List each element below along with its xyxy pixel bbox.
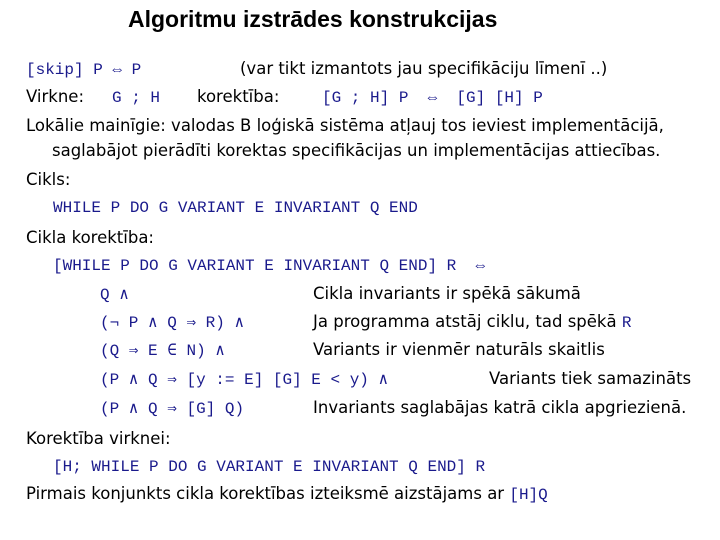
sequence-label: Virkne: [26,87,85,106]
condition-desc: Invariants saglabājas katrā cikla apgriezienā. [313,398,687,417]
condition-code: (P ∧ Q ⇒ [y := E] [G] E < y) ∧ [100,371,389,389]
loop-code: WHILE P DO G VARIANT E INVARIANT Q END [53,199,418,217]
sequence-correctness-formula: [H; WHILE P DO G VARIANT E INVARIANT Q END] R [53,458,486,476]
sequence-code: G ; H [112,89,161,107]
loop-correctness-code: [WHILE P DO G VARIANT E INVARIANT Q END] R ⇔ [53,257,486,275]
condition-code: (¬ P ∧ Q ⇒ R) ∧ [100,314,245,332]
local-vars-line-1: Lokālie mainīgie: valodas B loģiskā sistēma atļauj tos ieviest implementācijā, [26,116,664,135]
sequence-correctness-note [26,486,548,503]
note-code: [H]Q [509,486,548,504]
condition-code: (P ∧ Q ⇒ [G] Q) [100,400,245,418]
condition-desc-code: R [621,314,632,332]
condition-desc: Variants tiek samazināts [489,369,692,388]
condition-desc-text: Ja programma atstāj ciklu, tad spēkā [313,312,622,331]
loop-correctness-label: Cikla korektība: [26,228,154,247]
local-vars-line-2: saglabājot pierādīti korektas specifikācijas un implementācijas attiecības. [52,141,661,160]
skip-note: (var tikt izmantots jau specifikāciju līmenī ..) [240,59,608,78]
condition-desc: Variants ir vienmēr naturāls skaitlis [313,340,605,359]
note-text: Pirmais konjunkts cikla korektības izteiksmē aizstājams ar [26,484,510,503]
sequence-correctness-label: korektība: [197,87,280,106]
sequence-correctness-code: [G ; H] P ⇔ [G] [H] P [322,89,543,107]
page-title: Algoritmu izstrādes konstrukcijas [128,6,498,32]
skip-code: [skip] P ⇔ P [26,61,142,79]
condition-desc [313,314,631,331]
condition-desc: Cikla invariants ir spēkā sākumā [313,284,581,303]
sequence-correctness-title: Korektība virknei: [26,429,171,448]
loop-label: Cikls: [26,170,71,189]
condition-code: Q ∧ [100,286,129,304]
condition-code: (Q ⇒ E ∈ N) ∧ [100,342,225,360]
